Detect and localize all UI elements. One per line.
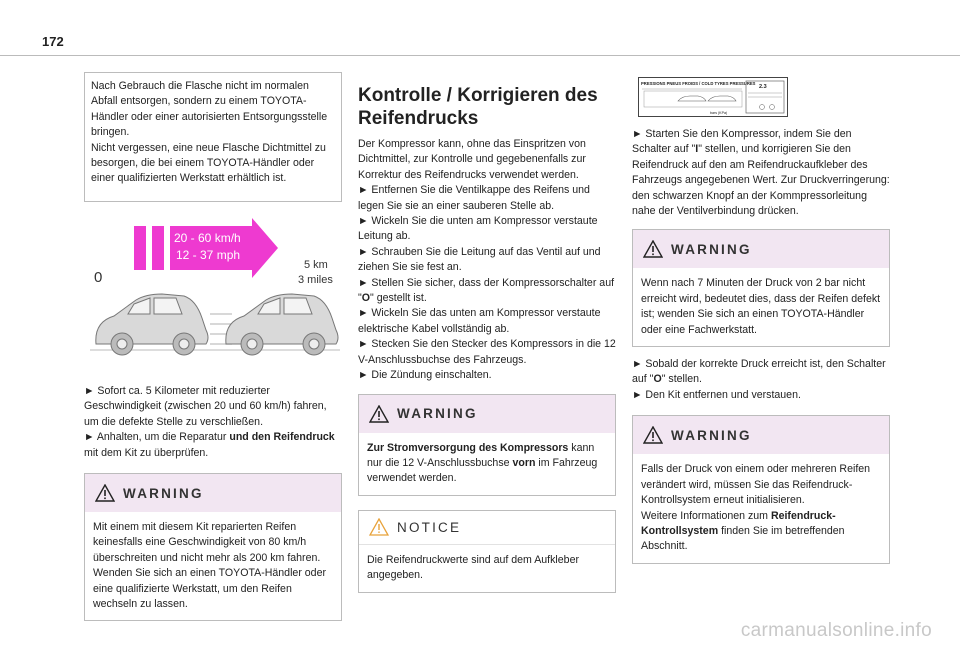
step-stop-post: mit dem Kit zu überprüfen. (84, 446, 209, 459)
notice-header (359, 511, 615, 545)
distance-zero: 0 (94, 269, 103, 286)
step-final-post: " stellen. (661, 373, 702, 386)
speed-mph: 12 - 37 mph (176, 248, 241, 262)
warning-text: Wenn nach 7 Minuten der Druck von 2 bar nicht erreicht wird, bedeutet dies, dass der Reifen defekt ist; wenden Sie sich an einen TOYOTA-Händler oder eine Fachwerkstatt. (641, 277, 881, 336)
column-3 (632, 77, 890, 564)
warning-header (633, 416, 889, 454)
warning-triangle-icon (643, 426, 663, 444)
distance-miles: 3 miles (298, 274, 333, 286)
warning-header (633, 230, 889, 268)
pressure-sticker (638, 77, 788, 117)
sticker-header: PRESSIONS PNEUS FROIDS / COLD TYRES PRESSURES (641, 81, 756, 86)
warning-box-pressure (632, 229, 890, 347)
disposal-note-text: Nach Gebrauch die Flasche nicht im normalen Abfall entsorgen, sondern zu einem TOYOTA-Händler oder einer autorisierten Entsorgungsstelle bringen. Nicht vergessen, eine neue Flasche Dichtmittel zu besorgen, die bei einem TOYOTA-Händler oder einer qualifizierten Werkstatt erhältlich ist. (91, 80, 328, 185)
warning-post: im Fahrzeug verwendet werden. (367, 456, 598, 485)
warning-label: WARNING (671, 241, 752, 257)
warning-label: WARNING (397, 406, 478, 421)
column-1 (84, 72, 342, 621)
arrow-stripe-2 (152, 226, 164, 270)
step-unwind-hose: ► Wickeln Sie die unten am Kompressor verstaute Leitung ab. (358, 215, 598, 243)
warning-tpms-post: finden Sie im betreffenden Abschnitt. (641, 524, 845, 553)
notice-box (358, 510, 616, 593)
step-switch-bold: O (361, 292, 371, 305)
warning-text: Mit einem mit diesem Kit reparierten Reifen keinesfalls eine Geschwindigkeit von 80 km/h überschreiten und nicht mehr als 200 km fahren. Wenden Sie sich an einen TOYOTA-Händler oder eine qualifizierte Werkstatt, um den Reifen wechseln zu lassen. (93, 521, 326, 611)
disposal-note (84, 72, 342, 202)
notice-text: Die Reifendruckwerte sind auf dem Aufkleber angegeben. (367, 553, 579, 582)
warning-tpms-bold: Reifendruck-Kontrollsystem (641, 509, 836, 537)
warning-text (641, 462, 881, 554)
warning-header (85, 474, 341, 512)
notice-label: NOTICE (397, 519, 462, 535)
intro-text: Der Kompressor kann, ohne das Einspritzen von Dichtmittel, zur Kontrolle und gegebenenfalls zur Korrektur des Reifendrucks verwendet werden. (358, 138, 586, 181)
warning-box-socket (358, 394, 616, 496)
step-ignition: ► Die Zündung einschalten. (358, 369, 492, 382)
step-start-pre: ► Starten Sie den Kompressor, indem Sie den Schalter auf " (632, 128, 852, 156)
warning-label: WARNING (671, 427, 752, 443)
step-start-bold: I (695, 143, 699, 156)
step-remove-kit: ► Den Kit entfernen und verstauen. (632, 388, 801, 401)
step-switch-post: " gestellt ist. (370, 292, 427, 305)
sticker-code: 2.3 (759, 84, 767, 90)
warning-triangle-icon (95, 484, 115, 502)
speed-kmh: 20 - 60 km/h (174, 231, 241, 245)
warning-box-speed (84, 473, 342, 621)
column-2 (358, 84, 616, 593)
pressure-label-figure (638, 77, 890, 117)
footer-logo: carmanualsonline.info (740, 620, 932, 641)
warning-mid: kann nur die 12 V-Anschlussbuchse (367, 441, 595, 469)
step-stop-pre: ► Anhalten, um die Reparatur (84, 431, 230, 444)
step-stop-bold: und den Reifendruck (229, 431, 335, 444)
step-start-compressor (632, 127, 890, 219)
step-screw-hose: ► Schrauben Sie die Leitung auf das Ventil auf und ziehen Sie sie fest an. (358, 245, 601, 274)
page-number: 172 (42, 34, 64, 49)
step-switch-off-final (632, 357, 890, 388)
car-end-icon (226, 294, 338, 355)
arrow-stripe-1 (134, 226, 146, 270)
sticker-bottom: bars (KPa) (710, 111, 728, 115)
step-drive: ► Sofort ca. 5 Kilometer mit reduzierter Geschwindigkeit (zwischen 20 und 60 km/h) fahren, um die defekte Stelle zu verschließen. (84, 385, 327, 428)
warning-bold-1: Zur Stromversorgung des Kompressors (367, 441, 569, 454)
header-rule (0, 55, 960, 56)
distance-km: 5 km (304, 259, 328, 271)
drive-illustration (84, 218, 342, 374)
step-start-post: " stellen, und korrigieren Sie den Reifendruck auf den am Reifendruckaufkleber des Fahrzeugs angegebenen Wert. Zur Druckverringerung: den schwarzen Knopf an der Kommpressorleitung nahe der Ventilverbindung drücken. (632, 143, 890, 218)
step-unwind-cable: ► Wickeln Sie das unten am Kompressor verstaute elektrische Kabel vollständig ab. (358, 307, 601, 335)
warning-label: WARNING (123, 485, 204, 501)
warning-text (367, 441, 607, 487)
step-switch-off (358, 276, 616, 307)
section-heading: Kontrolle / Korrigieren des Reifendrucks (358, 85, 598, 129)
step-final-bold: O (653, 373, 662, 386)
step-stop (84, 430, 342, 461)
step-final-pre: ► Sobald der korrekte Druck erreicht ist, den Schalter auf " (632, 358, 886, 386)
notice-triangle-icon (369, 518, 389, 536)
warning-box-tpms (632, 415, 890, 563)
drive-figure (84, 218, 342, 374)
step-switch-pre: ► Stellen Sie sicher, dass der Kompressorschalter auf " (358, 276, 615, 305)
warning-bold-2: vorn (512, 456, 536, 469)
car-start-icon (96, 294, 208, 355)
warning-triangle-icon (369, 405, 389, 423)
warning-header (359, 395, 615, 433)
warning-tpms-pre: Falls der Druck von einem oder mehreren Reifen verändert wird, müssen Sie das Reifendruck-Kontrollsystem erneut initialisieren. Weitere Informationen zum (641, 463, 871, 522)
warning-triangle-icon (643, 240, 663, 258)
step-plug-in: ► Stecken Sie den Stecker des Kompressors in die 12 V-Anschlussbuchse des Fahrzeugs. (358, 338, 616, 366)
step-valve-cap: ► Entfernen Sie die Ventilkappe des Reifens und legen Sie sie an einer sauberen Stelle ab. (358, 184, 590, 212)
